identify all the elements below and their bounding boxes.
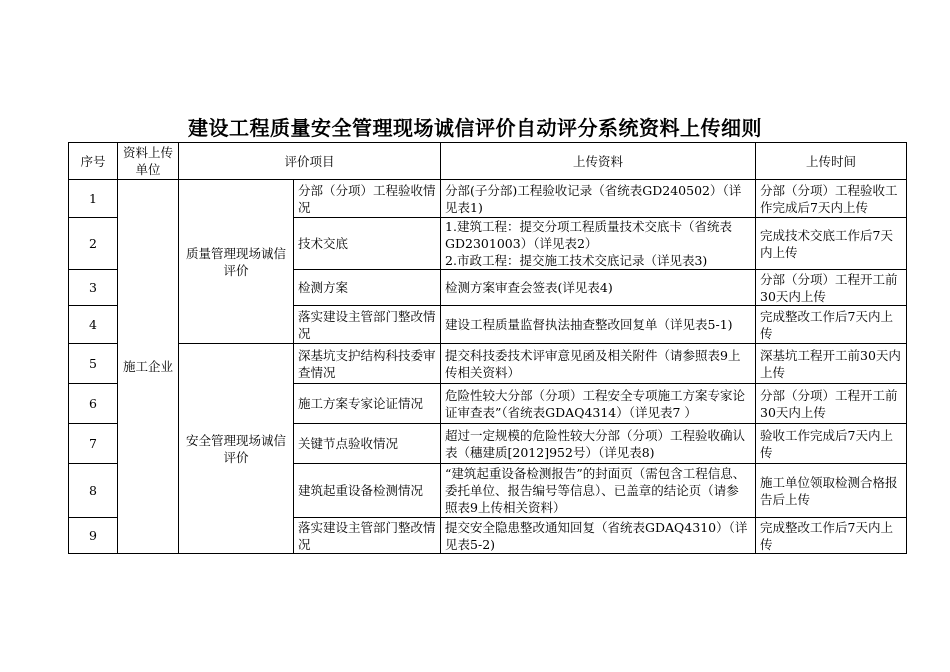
row-docs (441, 180, 756, 218)
table-header-row (69, 143, 907, 180)
row-item: 落实建设主管部门整改情况 (294, 518, 441, 554)
row-no: 2 (69, 218, 118, 270)
row-item: 分部（分项）工程验收情况 (294, 180, 441, 218)
row-no: 3 (69, 270, 118, 306)
header-docs: 上传资料 (441, 143, 756, 180)
row-item: 技术交底 (294, 218, 441, 270)
row-no: 8 (69, 464, 118, 518)
doc-line: 超过一定规模的危险性较大分部（分项）工程验收确认表（穗建质[2012]952号）（详见表8) (445, 427, 746, 460)
header-item: 评价项目 (179, 143, 441, 180)
row-no: 5 (69, 344, 118, 384)
row-item: 关键节点验收情况 (294, 424, 441, 464)
doc-line: “建筑起重设备检测报告”的封面页（需包含工程信息、委托单位、报告编号等信息）、已盖章的结论页（请参照表9上传相关资料） (445, 466, 746, 515)
row-no: 7 (69, 424, 118, 464)
page-title: 建设工程质量安全管理现场诚信评价自动评分系统资料上传细则 (188, 116, 762, 140)
row-time: 分部（分项）工程开工前30天内上传 (756, 270, 907, 306)
row-docs (441, 424, 756, 464)
row-no: 6 (69, 384, 118, 424)
doc-line: 2.市政工程：提交施工技术交底记录（详见表3) (445, 253, 708, 268)
row-time: 完成整改工作后7天内上传 (756, 306, 907, 344)
header-no: 序号 (69, 143, 118, 180)
row-item: 深基坑支护结构科技委审查情况 (294, 344, 441, 384)
doc-line: 1.建筑工程：提交分项工程质量技术交底卡（省统表GD2301003）（详见表2） (445, 219, 732, 251)
row-no: 1 (69, 180, 118, 218)
row-time: 分部（分项）工程开工前30天内上传 (756, 384, 907, 424)
row-time: 验收工作完成后7天内上传 (756, 424, 907, 464)
header-unit: 资料上传单位 (118, 143, 179, 180)
row-time: 完成整改工作后7天内上传 (756, 518, 907, 554)
doc-line: 提交科技委技术评审意见函及相关附件（请参照表9上传相关资料） (445, 347, 741, 380)
group-quality: 质量管理现场诚信评价 (179, 180, 294, 344)
row-item: 建筑起重设备检测情况 (294, 464, 441, 518)
upload-rules-table (68, 142, 907, 554)
row-docs (441, 306, 756, 344)
row-time: 分部（分项）工程验收工作完成后7天内上传 (756, 180, 907, 218)
header-time: 上传时间 (756, 143, 907, 180)
unit-cell: 施工企业 (118, 180, 179, 554)
row-item: 施工方案专家论证情况 (294, 384, 441, 424)
doc-line: 提交安全隐患整改通知回复（省统表GDAQ4310）（详见表5-2) (445, 519, 748, 552)
row-no: 4 (69, 306, 118, 344)
row-time: 深基坑工程开工前30天内上传 (756, 344, 907, 384)
row-item: 落实建设主管部门整改情况 (294, 306, 441, 344)
row-docs (441, 464, 756, 518)
row-docs (441, 518, 756, 554)
doc-line: 分部(子分部)工程验收记录（省统表GD240502）（详见表1) (445, 182, 742, 215)
row-docs (441, 270, 756, 306)
row-docs (441, 218, 756, 270)
doc-line: 建设工程质量监督执法抽查整改回复单（详见表5-1) (445, 317, 733, 332)
doc-line: 危险性较大分部（分项）工程安全专项施工方案专家论证审查表”（省统表GDAQ4314）（详见表7 ） (445, 387, 746, 420)
row-docs (441, 384, 756, 424)
doc-line: 检测方案审查会签表(详见表4) (445, 280, 613, 295)
row-time: 施工单位领取检测合格报告后上传 (756, 464, 907, 518)
table-row (69, 344, 907, 384)
row-no: 9 (69, 518, 118, 554)
row-item: 检测方案 (294, 270, 441, 306)
row-docs (441, 344, 756, 384)
group-safety: 安全管理现场诚信评价 (179, 344, 294, 554)
row-time: 完成技术交底工作后7天内上传 (756, 218, 907, 270)
table-row (69, 180, 907, 218)
